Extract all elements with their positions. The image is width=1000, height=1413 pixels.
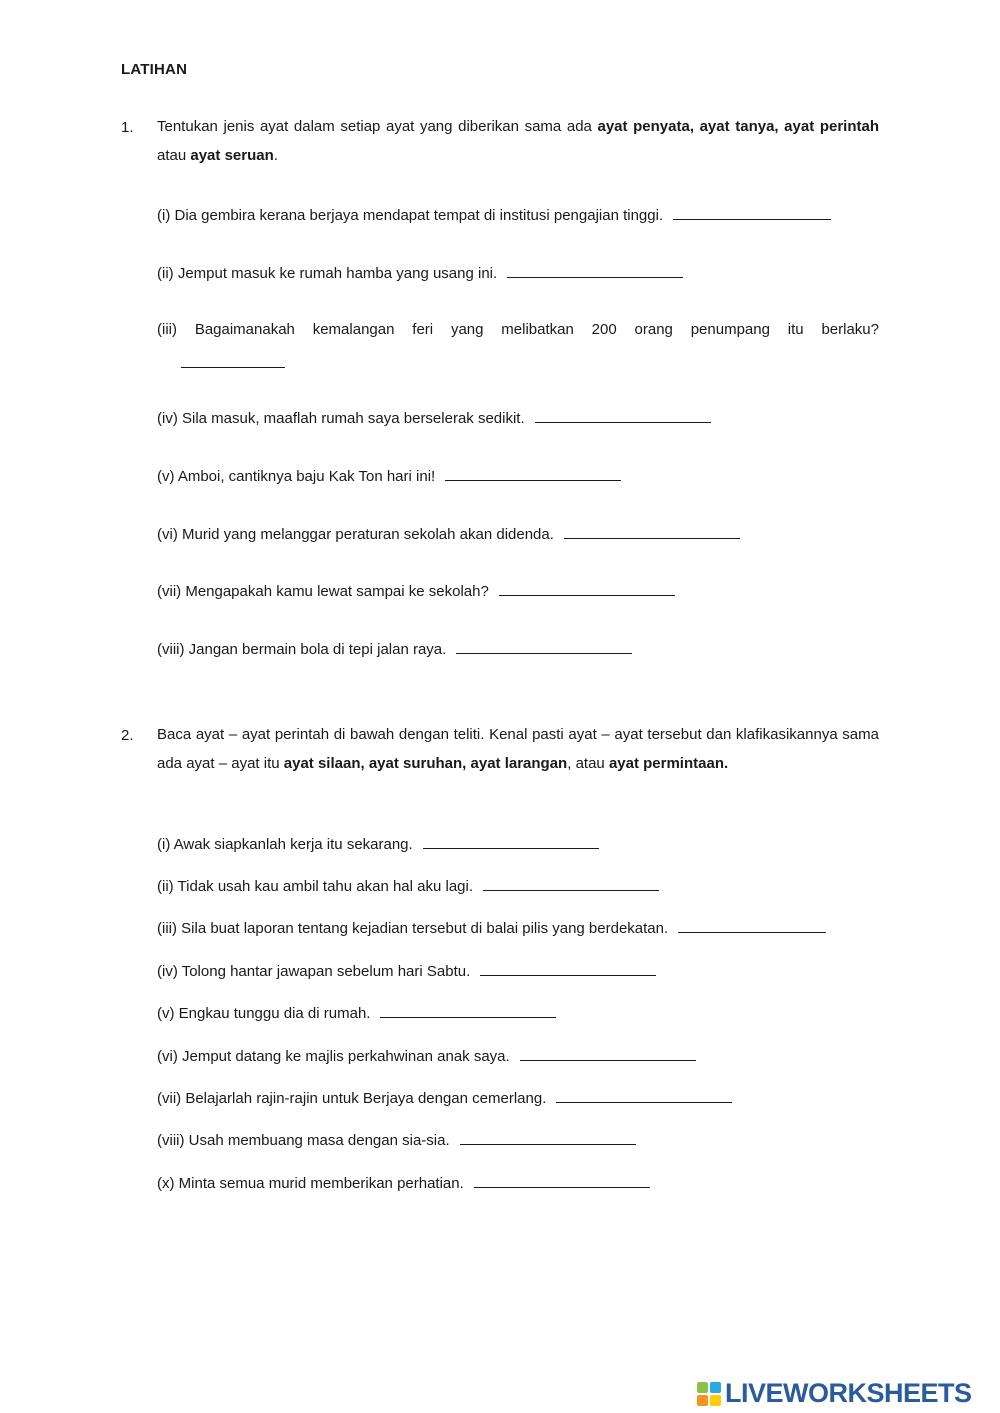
question-2-mid: , atau [567, 755, 609, 772]
q1-item-5 [157, 466, 621, 485]
q1-item-8 [157, 639, 632, 658]
q1-item-3 [157, 321, 879, 338]
q1-item-7-answer-blank[interactable] [499, 581, 675, 596]
question-2-number: 2. [121, 727, 134, 744]
q2-item-3 [157, 918, 826, 937]
q1-item-2-text: (ii) Jemput masuk ke rumah hamba yang usang ini. [157, 265, 498, 282]
q1-item-8-answer-blank[interactable] [456, 639, 632, 654]
q2-item-4-answer-blank[interactable] [480, 961, 656, 976]
q1-item-7 [157, 581, 675, 600]
logo-square-orange [697, 1395, 708, 1406]
q1-item-4-text: (iv) Sila masuk, maaflah rumah saya berselerak sedikit. [157, 410, 525, 427]
liveworksheets-wordmark: LIVEWORKSHEETS [725, 1378, 972, 1408]
q1-item-3-text: (iii) Bagaimanakah kemalangan feri yang melibatkan 200 orang penumpang itu berlaku? [157, 321, 879, 338]
q2-item-9-answer-blank[interactable] [474, 1173, 650, 1188]
q2-item-1-text: (i) Awak siapkanlah kerja itu sekarang. [157, 836, 413, 853]
q1-item-6 [157, 524, 740, 543]
q1-item-1-answer-blank[interactable] [673, 205, 831, 220]
q1-item-5-answer-blank[interactable] [445, 466, 621, 481]
question-2-instruction [157, 720, 879, 778]
q2-item-5 [157, 1003, 556, 1022]
q2-item-8-answer-blank[interactable] [460, 1130, 636, 1145]
q1-item-1 [157, 205, 831, 224]
question-1-intro: Tentukan jenis ayat dalam setiap ayat yang diberikan sama ada [157, 118, 598, 135]
q2-item-7 [157, 1088, 732, 1107]
q2-item-4-text: (iv) Tolong hantar jawapan sebelum hari Sabtu. [157, 963, 471, 980]
q1-item-2-answer-blank[interactable] [507, 263, 683, 278]
q2-item-9-text: (x) Minta semua murid memberikan perhatian. [157, 1175, 464, 1192]
q2-item-5-answer-blank[interactable] [380, 1003, 556, 1018]
q2-item-3-text: (iii) Sila buat laporan tentang kejadian tersebut di balai pilis yang berdekatan. [157, 920, 669, 937]
logo-square-green [697, 1382, 708, 1393]
question-1-instruction [157, 112, 879, 170]
q2-item-8-text: (viii) Usah membuang masa dengan sia-sia. [157, 1132, 450, 1149]
q1-item-4-answer-blank[interactable] [535, 408, 711, 423]
q2-item-4 [157, 961, 656, 980]
q2-item-1 [157, 834, 599, 853]
q1-item-5-text: (v) Amboi, cantiknya baju Kak Ton hari ini! [157, 468, 436, 485]
logo-square-blue [710, 1382, 721, 1393]
question-2-bold-types: ayat silaan, ayat suruhan, ayat larangan [283, 755, 568, 772]
question-1-number: 1. [121, 119, 134, 136]
question-1-bold-types: ayat penyata, ayat tanya, ayat perintah [597, 118, 879, 135]
q2-item-7-text: (vii) Belajarlah rajin-rajin untuk Berjaya dengan cemerlang. [157, 1090, 547, 1107]
q2-item-3-answer-blank[interactable] [678, 918, 826, 933]
q2-item-2-text: (ii) Tidak usah kau ambil tahu akan hal aku lagi. [157, 878, 474, 895]
liveworksheets-logo [697, 1378, 972, 1409]
q2-item-2-answer-blank[interactable] [483, 876, 659, 891]
q2-item-8 [157, 1130, 636, 1149]
q1-item-7-text: (vii) Mengapakah kamu lewat sampai ke sekolah? [157, 583, 489, 600]
q1-item-6-text: (vi) Murid yang melanggar peraturan sekolah akan didenda. [157, 526, 554, 543]
q1-item-2 [157, 263, 683, 282]
question-1-end: . [273, 147, 278, 164]
q1-item-4 [157, 408, 711, 427]
q1-item-3-answer-blank[interactable] [181, 355, 285, 368]
question-2-bold-permintaan: ayat permintaan. [608, 755, 729, 772]
question-1-bold-seruan: ayat seruan [190, 147, 274, 164]
liveworksheets-logo-icon [697, 1382, 721, 1406]
q2-item-6-text: (vi) Jemput datang ke majlis perkahwinan anak saya. [157, 1048, 510, 1065]
q2-item-9 [157, 1173, 650, 1192]
q2-item-2 [157, 876, 659, 895]
q1-item-1-text: (i) Dia gembira kerana berjaya mendapat tempat di institusi pengajian tinggi. [157, 207, 664, 224]
q2-item-5-text: (v) Engkau tunggu dia di rumah. [157, 1005, 371, 1022]
q1-item-6-answer-blank[interactable] [564, 524, 740, 539]
logo-square-yellow [710, 1395, 721, 1406]
q1-item-8-text: (viii) Jangan bermain bola di tepi jalan raya. [157, 641, 447, 658]
q2-item-1-answer-blank[interactable] [423, 834, 599, 849]
question-1-mid: atau [157, 147, 191, 164]
page-title: LATIHAN [121, 61, 188, 78]
question-2-intro: Baca ayat – ayat perintah di bawah dengan teliti. Kenal pasti ayat – ayat tersebut dan klafikasikannya sama ada ayat – ayat itu [157, 726, 879, 772]
q2-item-7-answer-blank[interactable] [556, 1088, 732, 1103]
q2-item-6-answer-blank[interactable] [520, 1046, 696, 1061]
q2-item-6 [157, 1046, 696, 1065]
